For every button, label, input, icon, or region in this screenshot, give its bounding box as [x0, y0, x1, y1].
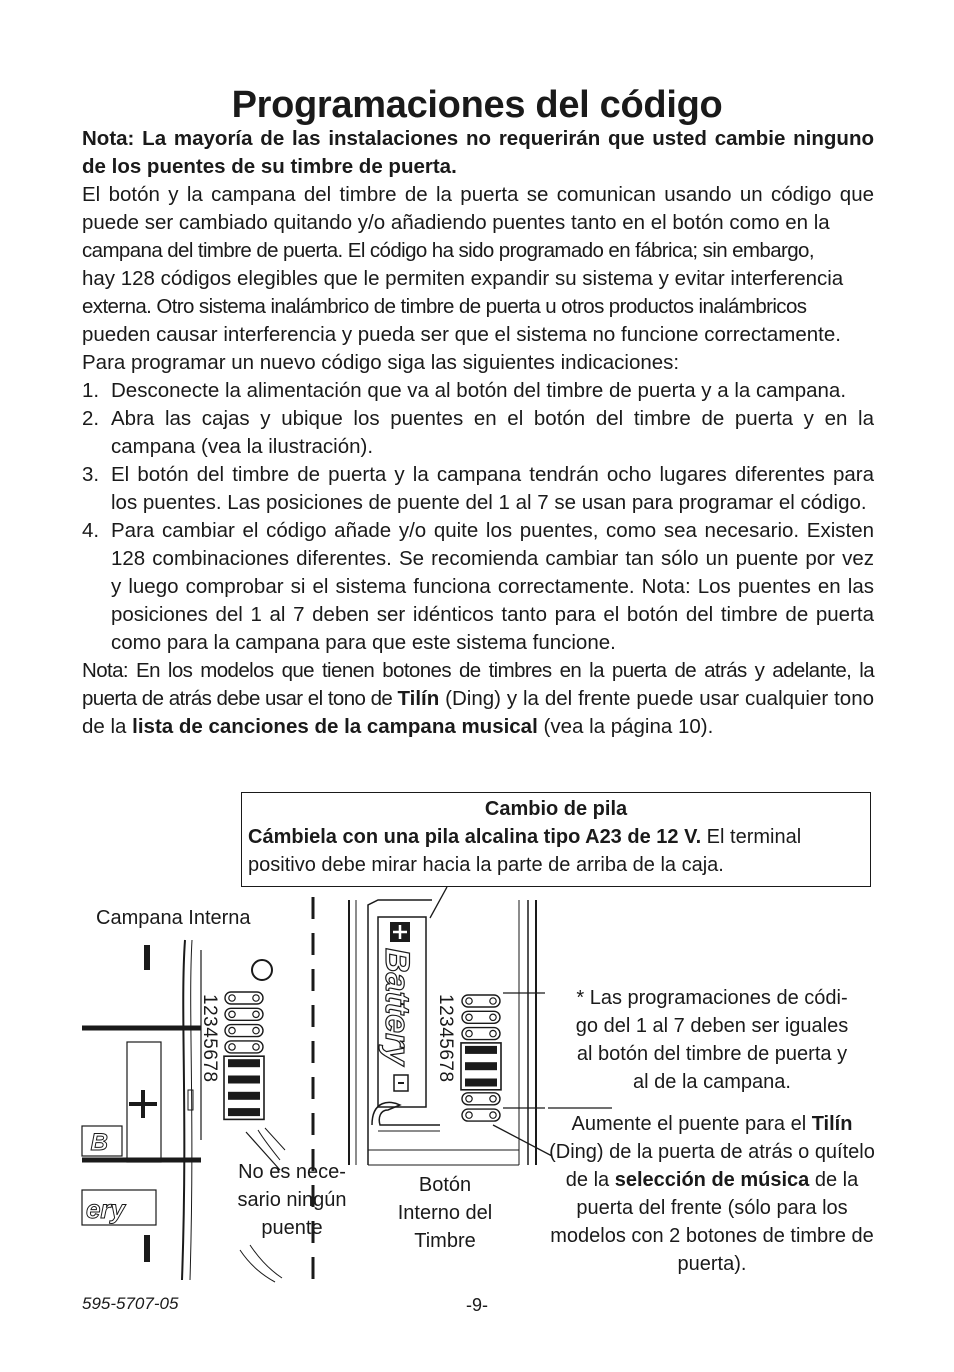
battery-label: Battery — [378, 948, 416, 1066]
jumper-position — [462, 995, 500, 1007]
battery-fragment-text: B — [90, 1129, 108, 1156]
battery-box-title: Cambio de pila — [484, 798, 628, 820]
page-number: -9- — [466, 1295, 488, 1315]
intro-paragraph-6: Para programar un nuevo código siga las siguientes indicaciones: — [82, 351, 680, 374]
jumper-cap — [461, 1043, 501, 1090]
intro-note: Nota: La mayoría de las instalaciones no requerirán que usted cambie ninguno de los puentes de su timbre de puerta. — [82, 127, 874, 178]
battery-spring-clip — [372, 1102, 440, 1125]
button-jumper-block — [461, 995, 501, 1121]
step-number: 2. — [82, 407, 100, 430]
jumper-position — [225, 1008, 263, 1020]
battery-box-text: Cámbiela con una pila alcalina tipo A23 de 12 V. El terminal positivo debe mirar hacia la parte de arriba de la caja. — [248, 826, 802, 876]
intro-paragraph-2: campana del timbre de puerta. El código ha sido programado en fábrica; sin embargo, — [82, 239, 814, 262]
jumper-position — [462, 1109, 500, 1121]
chime-housing-edge — [182, 940, 185, 1280]
code-note: * Las programaciones de códi- go del 1 al 7 deben ser iguales al botón del timbre de puerta y al de la campana. — [575, 987, 849, 1093]
page-title: Programaciones del código — [231, 84, 723, 126]
mounting-hole — [252, 960, 272, 980]
intro-paragraph-1: El botón y la campana del timbre de la puerta se comunican usando un código que puede ser cambiado quitando y/o añadiendo puentes tanto en el botón como en la — [82, 183, 874, 234]
step-number: 4. — [82, 519, 100, 542]
ding-note-pointer — [493, 1125, 552, 1156]
chime-connector — [188, 1090, 193, 1110]
jumper-cap — [224, 1056, 264, 1119]
chime-label: Campana Interna — [96, 907, 251, 929]
part-number: 595-5707-05 — [82, 1294, 179, 1313]
no-jumper-label: No es nece- sario ningún puente — [237, 1161, 347, 1239]
jumper-position — [462, 1011, 500, 1023]
wire-icon — [258, 1128, 285, 1160]
chime-positions-label: 12345678 — [199, 994, 220, 1083]
ding-note: Aumente el puente para el Tilín (Ding) de la puerta de atrás o quítelo de la selección de música de la puerta del frente (sólo para los modelos con 2 botones de timbre de puerta). — [549, 1113, 875, 1275]
wire-icon — [240, 1245, 282, 1282]
step-text: El botón del timbre de puerta y la campana tendrán ocho lugares diferentes para los puentes. Las posiciones de puente del 1 al 7 se usan para programar el código. — [111, 463, 874, 514]
jumper-position — [225, 992, 263, 1004]
battery-leader-line — [430, 887, 447, 918]
jumper-position — [462, 1028, 500, 1040]
step-text: Para cambiar el código añade y/o quite los puentes, como sea necesario. Existen 128 combinaciones diferentes. Se recomienda cambiar tan sólo un puente por vez y luego comprobar si el sistema funciona correctamente. Nota: Los puentes en las posiciones del 1 al 7 deben ser idénticos tanto para el botón del timbre de puerta como para la campana para que este sistema funcione. — [111, 519, 874, 654]
jumper-position — [462, 1093, 500, 1105]
intro-paragraph-5: pueden causar interferencia y pueda ser que el sistema no funcione correctamente. — [82, 323, 841, 346]
button-label: Botón Interno del Timbre — [397, 1174, 493, 1252]
step-number: 3. — [82, 463, 100, 486]
step-number: 1. — [82, 379, 100, 402]
step-text: Abra las cajas y ubique los puentes en el botón del timbre de puerta y en la campana (vea la ilustración). — [111, 407, 874, 458]
intro-paragraph-3: hay 128 códigos elegibles que le permiten expandir su sistema y evitar interferencia — [82, 267, 844, 290]
battery-fragment-text: ery — [85, 1194, 125, 1224]
chime-jumper-block — [224, 992, 264, 1119]
intro-paragraph-4: externa. Otro sistema inalámbrico de timbre de puerta u otros productos inalámbricos — [82, 295, 807, 318]
final-note: Nota: En los modelos que tienen botones de timbres en la puerta de atrás y adelante, la puerta de atrás debe usar el tono de Tilín (Ding) y la del frente puede usar cualquier tono de la lista de canciones de la campana musical (vea la página 10). — [82, 659, 874, 738]
button-positions-label: 12345678 — [435, 994, 456, 1083]
jumper-position — [225, 1041, 263, 1053]
jumper-position — [225, 1025, 263, 1037]
step-text: Desconecte la alimentación que va al botón del timbre de puerta y a la campana. — [111, 379, 847, 402]
plus-icon — [129, 1090, 157, 1118]
